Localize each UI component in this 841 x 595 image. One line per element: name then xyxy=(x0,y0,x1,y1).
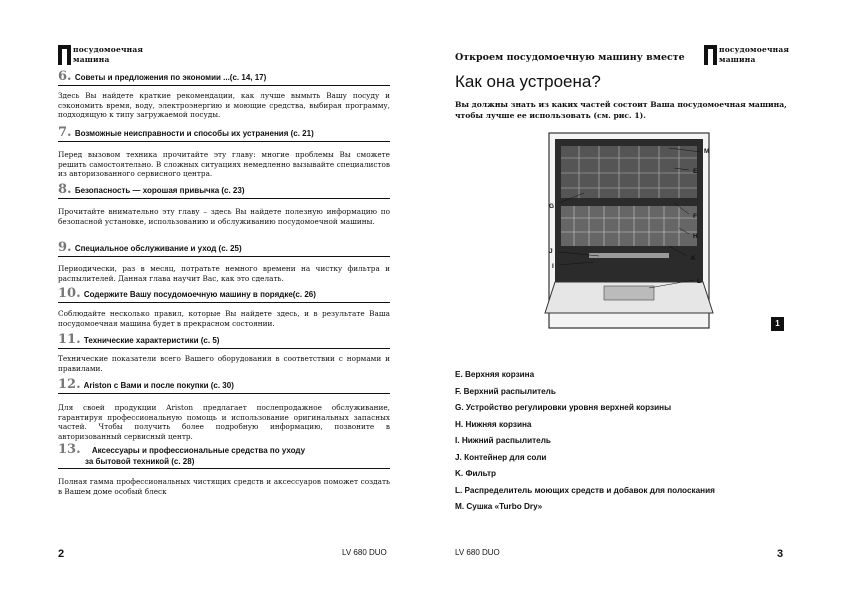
diagram-label-j: J xyxy=(549,248,553,255)
section-body-8: Прочитайте внимательно эту главу – здесь Вы найдете полезную информацию по безопасной установке, использованию и обслуживанию посудомоечной машины. xyxy=(58,207,390,226)
part-item-i: I. Нижний распылитель xyxy=(455,436,551,445)
section-title-12: 12. Ariston с Вами и после покупки (с. 30) xyxy=(58,377,390,394)
part-item-h: H. Нижняя корзина xyxy=(455,419,532,429)
lower-spray-arm xyxy=(589,253,669,258)
logo-mark-icon xyxy=(704,45,717,65)
part-item-f: F. Верхний распылитель xyxy=(455,386,556,396)
diagram-label-k: K xyxy=(691,255,696,262)
logo-line-2: машина xyxy=(719,55,756,64)
section-body-7: Перед вызовом техника прочитайте эту главу: многие проблемы Вы сможете решить самостоятельно. В сложных ситуациях немедленно вызывайте специалистов из авторизованного сервисного центра. xyxy=(58,150,390,179)
model-name-left: LV 680 DUO xyxy=(342,548,387,557)
brand-logo-right xyxy=(704,45,789,65)
detergent-dispenser xyxy=(604,286,654,300)
logo-line-2: машина xyxy=(73,55,110,64)
section-body-9: Периодически, раз в месяц, потратьте немного времени на чистку фильтра и распылителей. Данная глава научит Вас, как это сделать. xyxy=(58,264,390,283)
page-number-left: 2 xyxy=(58,548,65,560)
part-item-g: G. Устройство регулировки уровня верхней корзины xyxy=(455,403,672,412)
right-page xyxy=(421,0,841,595)
intro-text: Вы должны знать из каких частей состоит Ваша посудомоечная машина, чтобы лучше ее использовать (см. рис. 1). xyxy=(455,100,787,120)
parts-list xyxy=(455,367,715,516)
brand-logo xyxy=(58,45,143,65)
logo-line-1: посудомоечная xyxy=(719,45,790,54)
page-header: Откроем посудомоечную машину вместе xyxy=(455,52,685,63)
diagram-label-g: G xyxy=(549,203,555,210)
part-item-j: J. Контейнер для соли xyxy=(455,452,547,462)
logo-line-1: посудомоечная xyxy=(73,45,144,54)
part-item-e: E. Верхняя корзина xyxy=(455,370,535,379)
diagram-label-i: I xyxy=(552,263,554,270)
section-title-9: 9. Специальное обслуживание и уход (с. 25) xyxy=(58,240,390,257)
dishwasher-diagram xyxy=(519,128,719,338)
left-page xyxy=(0,0,420,595)
section-title-13: 13. Аксессуары и профессиональные средства по уходу за бытовой техникой (с. 28) xyxy=(58,444,390,469)
diagram-label-h: H xyxy=(693,233,698,240)
page-number-right: 3 xyxy=(777,548,784,560)
part-item-m: M. Сушка «Turbo Dry» xyxy=(455,502,543,511)
section-title-10: 10. Содержите Вашу посудомоечную машину в порядке(с. 26) xyxy=(58,286,390,303)
diagram-label-l: L xyxy=(697,278,701,285)
part-item-l: L. Распределитель моющих средств и добавок для полоскания xyxy=(455,485,715,495)
section-body-10: Соблюдайте несколько правил, которые Вы найдете здесь, и в результате Ваша посудомоечная машина будет в прекрасном состоянии. xyxy=(58,309,390,328)
section-title-11: 11. Технические характеристики (с. 5) xyxy=(58,332,390,349)
section-body-13: Полная гамма профессиональных чистящих средств и аксессуаров поможет создать в Вашем доме особый блеск xyxy=(58,477,390,496)
model-name-right: LV 680 DUO xyxy=(455,548,500,557)
section-body-11: Технические показатели всего Вашего оборудования в соответствии с нормами и правилами. xyxy=(58,354,390,373)
page-title: Как она устроена? xyxy=(455,72,601,91)
section-title-8: 8. Безопасность — хорошая привычка (с. 23) xyxy=(58,182,390,199)
section-body-6: Здесь Вы найдете кратк​ие рекомендации, как лучше вымыть Вашу посуду и сэкономить время, воду, электроэнергию и моющие средства, выбирая программу, подходящую к типу загружаемой посуды. xyxy=(58,91,390,120)
part-item-k: K. Фильтр xyxy=(455,469,497,478)
section-body-12: Для своей продукции Ariston предлагает послепродажное обслуживание, гарантируя профессиональную помощь и использование оригинальных запасных частей. Чтобы получить более подробную информацию, позвоните в авторизованный сервисный центр. xyxy=(58,403,390,441)
diagram-label-f: F xyxy=(693,213,697,220)
lower-basket xyxy=(561,206,697,246)
section-title-7: 7. Возможные неисправности и способы их устранения (с. 21) xyxy=(58,125,390,142)
diagram-label-e: E xyxy=(693,168,698,175)
upper-basket xyxy=(561,146,697,198)
section-title-6: 6. Советы и предложения по экономии ...(с. 14, 17) xyxy=(58,69,390,86)
diagram-label-m: M xyxy=(704,148,710,155)
logo-mark-icon xyxy=(58,45,71,65)
figure-number-badge: 1 xyxy=(771,317,784,331)
